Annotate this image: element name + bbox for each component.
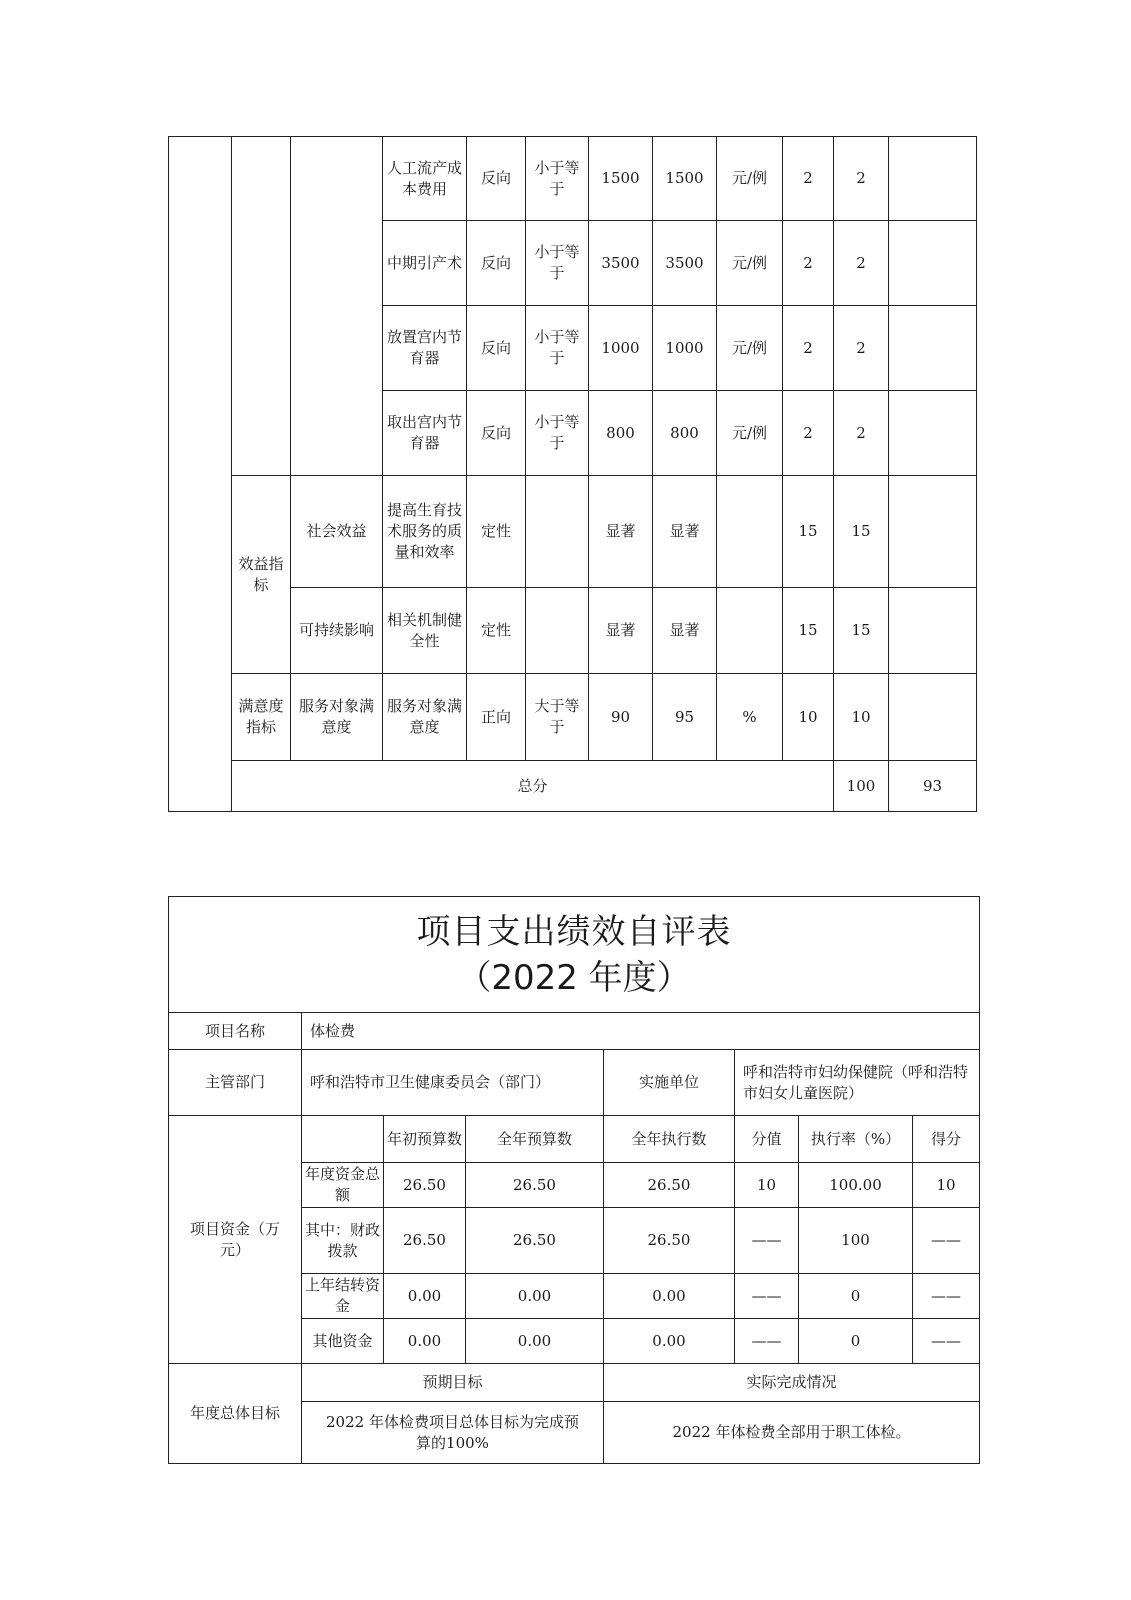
indicator-name: 服务对象满意度 <box>383 674 467 761</box>
indicator-target: 3500 <box>589 221 653 306</box>
empty-cell <box>889 391 977 476</box>
fund-rate: 100.00 <box>799 1163 913 1208</box>
benefit-category: 效益指标 <box>232 476 291 674</box>
fund-rate: 0 <box>799 1274 913 1319</box>
benefit-subcategory: 可持续影响 <box>291 588 383 674</box>
satisfaction-category: 满意度指标 <box>232 674 291 761</box>
fund-executed: 26.50 <box>604 1208 735 1274</box>
fund-weight: —— <box>735 1319 799 1364</box>
dept-label: 主管部门 <box>169 1050 302 1116</box>
fund-full-budget: 0.00 <box>466 1319 604 1364</box>
indicator-score: 2 <box>834 391 889 476</box>
indicator-actual: 95 <box>653 674 717 761</box>
indicator-name: 放置宫内节育器 <box>383 306 467 391</box>
table-row <box>169 674 977 761</box>
table-row <box>169 1364 980 1402</box>
header-initial-budget: 年初预算数 <box>384 1116 466 1163</box>
title-row <box>169 897 980 1013</box>
indicator-operator: 小于等于 <box>526 391 589 476</box>
fund-row-label: 其中：财政拨款 <box>302 1208 384 1274</box>
fund-weight: —— <box>735 1274 799 1319</box>
empty-cell <box>169 137 232 812</box>
benefit-subcategory: 社会效益 <box>291 476 383 588</box>
actual-status-header: 实际完成情况 <box>604 1364 980 1402</box>
fund-score: —— <box>913 1274 980 1319</box>
indicator-name: 中期引产术 <box>383 221 467 306</box>
indicator-name: 取出宫内节育器 <box>383 391 467 476</box>
indicator-target: 1000 <box>589 306 653 391</box>
indicator-weight: 15 <box>783 588 834 674</box>
header-weight: 分值 <box>735 1116 799 1163</box>
indicator-actual: 显著 <box>653 476 717 588</box>
total-label: 总分 <box>232 761 834 812</box>
empty-cell <box>302 1116 384 1163</box>
fund-executed: 26.50 <box>604 1163 735 1208</box>
unit-value: 呼和浩特市妇幼保健院（呼和浩特市妇女儿童医院） <box>735 1050 980 1116</box>
indicator-weight: 15 <box>783 476 834 588</box>
total-score: 93 <box>889 761 977 812</box>
indicator-score: 2 <box>834 306 889 391</box>
indicator-operator <box>526 476 589 588</box>
funds-label: 项目资金（万元） <box>169 1116 302 1364</box>
empty-cell <box>889 306 977 391</box>
indicator-weight: 2 <box>783 391 834 476</box>
indicator-actual: 显著 <box>653 588 717 674</box>
indicator-direction: 定性 <box>467 476 526 588</box>
indicator-actual: 1500 <box>653 137 717 221</box>
fund-rate: 100 <box>799 1208 913 1274</box>
indicator-unit: 元/例 <box>717 137 783 221</box>
indicator-target: 1500 <box>589 137 653 221</box>
table-row <box>169 137 977 221</box>
expected-goal-text: 2022 年体检费项目总体目标为完成预算的100% <box>302 1402 604 1464</box>
indicator-unit <box>717 588 783 674</box>
indicator-target: 800 <box>589 391 653 476</box>
total-weight: 100 <box>834 761 889 812</box>
fund-score: 10 <box>913 1163 980 1208</box>
indicator-direction: 反向 <box>467 306 526 391</box>
indicator-unit <box>717 476 783 588</box>
fund-score: —— <box>913 1208 980 1274</box>
self-evaluation-table <box>168 896 980 1464</box>
indicator-actual: 3500 <box>653 221 717 306</box>
table-row <box>169 1050 980 1116</box>
fund-weight: 10 <box>735 1163 799 1208</box>
indicator-name: 人工流产成本费用 <box>383 137 467 221</box>
indicator-weight: 2 <box>783 221 834 306</box>
indicator-name: 相关机制健全性 <box>383 588 467 674</box>
indicator-direction: 反向 <box>467 221 526 306</box>
fund-executed: 0.00 <box>604 1274 735 1319</box>
form-title <box>169 897 980 1013</box>
empty-cell <box>291 137 383 476</box>
indicator-direction: 反向 <box>467 391 526 476</box>
empty-cell <box>889 221 977 306</box>
indicator-operator: 小于等于 <box>526 137 589 221</box>
indicator-actual: 1000 <box>653 306 717 391</box>
fund-initial: 0.00 <box>384 1319 466 1364</box>
satisfaction-subcategory: 服务对象满意度 <box>291 674 383 761</box>
header-score: 得分 <box>913 1116 980 1163</box>
fund-executed: 0.00 <box>604 1319 735 1364</box>
table-row <box>169 588 977 674</box>
unit-label: 实施单位 <box>604 1050 735 1116</box>
empty-cell <box>889 674 977 761</box>
indicator-direction: 反向 <box>467 137 526 221</box>
indicator-score: 2 <box>834 221 889 306</box>
fund-initial: 26.50 <box>384 1163 466 1208</box>
fund-score: —— <box>913 1319 980 1364</box>
fund-row-label: 上年结转资金 <box>302 1274 384 1319</box>
empty-cell <box>889 588 977 674</box>
indicator-unit: 元/例 <box>717 391 783 476</box>
indicator-target: 90 <box>589 674 653 761</box>
fund-row-label: 年度资金总额 <box>302 1163 384 1208</box>
indicator-operator: 小于等于 <box>526 221 589 306</box>
indicator-weight: 10 <box>783 674 834 761</box>
header-rate: 执行率（%） <box>799 1116 913 1163</box>
form-title-main: 项目支出绩效自评表 <box>416 911 732 952</box>
indicator-name: 提高生育技术服务的质量和效率 <box>383 476 467 588</box>
indicator-score: 10 <box>834 674 889 761</box>
annual-goal-label: 年度总体目标 <box>169 1364 302 1464</box>
indicator-operator <box>526 588 589 674</box>
indicator-weight: 2 <box>783 306 834 391</box>
expected-goal-header: 预期目标 <box>302 1364 604 1402</box>
fund-initial: 26.50 <box>384 1208 466 1274</box>
dept-value: 呼和浩特市卫生健康委员会（部门） <box>302 1050 604 1116</box>
table-row <box>169 1013 980 1050</box>
project-name-value: 体检费 <box>302 1013 980 1050</box>
indicator-score: 2 <box>834 137 889 221</box>
total-row <box>169 761 977 812</box>
actual-status-text: 2022 年体检费全部用于职工体检。 <box>604 1402 980 1464</box>
fund-initial: 0.00 <box>384 1274 466 1319</box>
indicator-actual: 800 <box>653 391 717 476</box>
indicator-unit: % <box>717 674 783 761</box>
performance-indicator-table <box>168 136 977 812</box>
fund-rate: 0 <box>799 1319 913 1364</box>
indicator-unit: 元/例 <box>717 221 783 306</box>
fund-full-budget: 0.00 <box>466 1274 604 1319</box>
header-full-budget: 全年预算数 <box>466 1116 604 1163</box>
indicator-weight: 2 <box>783 137 834 221</box>
fund-full-budget: 26.50 <box>466 1208 604 1274</box>
empty-cell <box>232 137 291 476</box>
indicator-target: 显著 <box>589 476 653 588</box>
fund-weight: —— <box>735 1208 799 1274</box>
indicator-direction: 正向 <box>467 674 526 761</box>
header-executed: 全年执行数 <box>604 1116 735 1163</box>
fund-full-budget: 26.50 <box>466 1163 604 1208</box>
empty-cell <box>889 476 977 588</box>
indicator-score: 15 <box>834 588 889 674</box>
empty-cell <box>889 137 977 221</box>
indicator-unit: 元/例 <box>717 306 783 391</box>
fund-row-label: 其他资金 <box>302 1319 384 1364</box>
table-header-row <box>169 1116 980 1163</box>
project-name-label: 项目名称 <box>169 1013 302 1050</box>
indicator-operator: 小于等于 <box>526 306 589 391</box>
indicator-score: 15 <box>834 476 889 588</box>
indicator-direction: 定性 <box>467 588 526 674</box>
indicator-operator: 大于等于 <box>526 674 589 761</box>
indicator-target: 显著 <box>589 588 653 674</box>
table-row <box>169 476 977 588</box>
form-title-year: （2022 年度） <box>457 957 691 998</box>
